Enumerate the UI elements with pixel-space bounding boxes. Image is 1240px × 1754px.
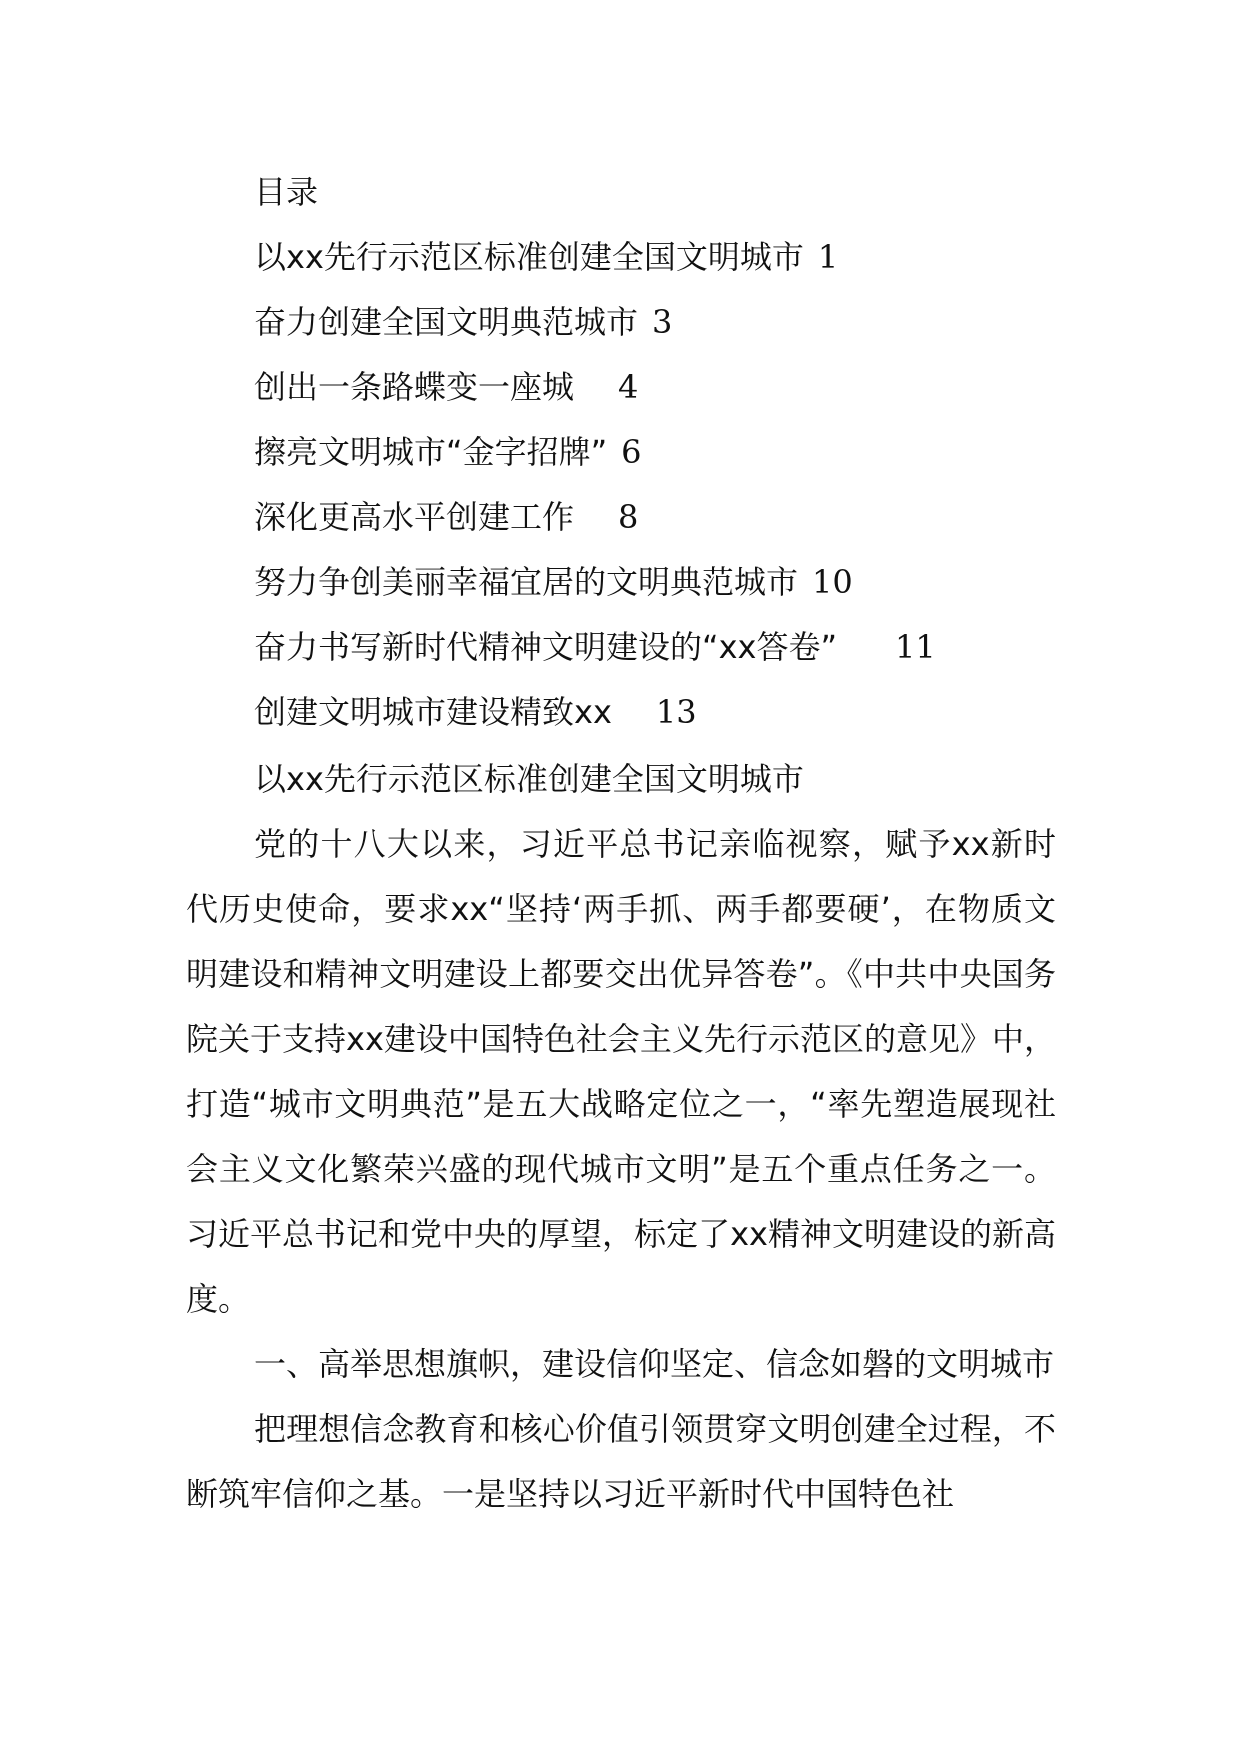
toc-item[interactable]: [254, 615, 1154, 680]
toc-item-page: 11: [895, 628, 936, 666]
article-title: 以xx先行示范区标准创建全国文明城市: [254, 760, 804, 798]
table-of-contents: [254, 160, 1154, 745]
toc-item-title: 深化更高水平创建工作: [254, 498, 575, 536]
toc-item-page: 13: [655, 693, 697, 731]
toc-item-page: 8: [618, 498, 639, 536]
toc-item-title: 奋力书写新时代精神文明建设的“xx答卷”: [254, 628, 838, 666]
toc-item-page: 1: [817, 238, 839, 276]
toc-item-title: 创建文明城市建设精致xx: [254, 693, 612, 731]
toc-item-title: 创出一条路蝶变一座城: [254, 368, 575, 406]
toc-item-title: 以xx先行示范区标准创建全国文明城市: [254, 238, 804, 276]
toc-item[interactable]: [254, 550, 1154, 615]
section-heading: 一、高举思想旗帜，建设信仰坚定、信念如磐的文明城市: [254, 1345, 1055, 1383]
toc-item[interactable]: [254, 485, 1154, 550]
toc-item-page: 10: [812, 563, 853, 601]
toc-item-title: 奋力创建全国文明典范城市: [254, 303, 639, 341]
toc-item[interactable]: [254, 225, 1154, 290]
toc-item[interactable]: [254, 680, 1154, 745]
toc-item[interactable]: [254, 290, 1154, 355]
toc-item[interactable]: [254, 420, 1154, 485]
toc-heading: 目录: [254, 173, 319, 211]
toc-item-page: 3: [652, 303, 673, 341]
toc-item-page: 4: [618, 368, 639, 406]
toc-item[interactable]: [254, 355, 1154, 420]
toc-item-title: 努力争创美丽幸福宜居的文明典范城市: [254, 563, 799, 601]
body-paragraph: 党的十八大以来，习近平总书记亲临视察，赋予xx新时代历史使命，要求xx“坚持‘两手抓、两手都要硬’，在物质文明建设和精神文明建设上都要交出优异答卷”。《中共中央国务院关于支持xx建设中国特色社会主义先行示范区的意见》中，打造“城市文明典范”是五大战略定位之一，“率先塑造展现社会主义文化繁荣兴盛的现代城市文明”是五个重点任务之一。习近平总书记和党中央的厚望，标定了xx精神文明建设的新高度。: [186, 825, 1056, 1318]
toc-item-page: 6: [621, 433, 642, 471]
body-paragraph: 把理想信念教育和核心价值引领贯穿文明创建全过程，不断筑牢信仰之基。一是坚持以习近平新时代中国特色社: [186, 1410, 1056, 1513]
article-body: [186, 812, 1056, 1527]
toc-item-title: 擦亮文明城市“金字招牌”: [254, 433, 608, 471]
